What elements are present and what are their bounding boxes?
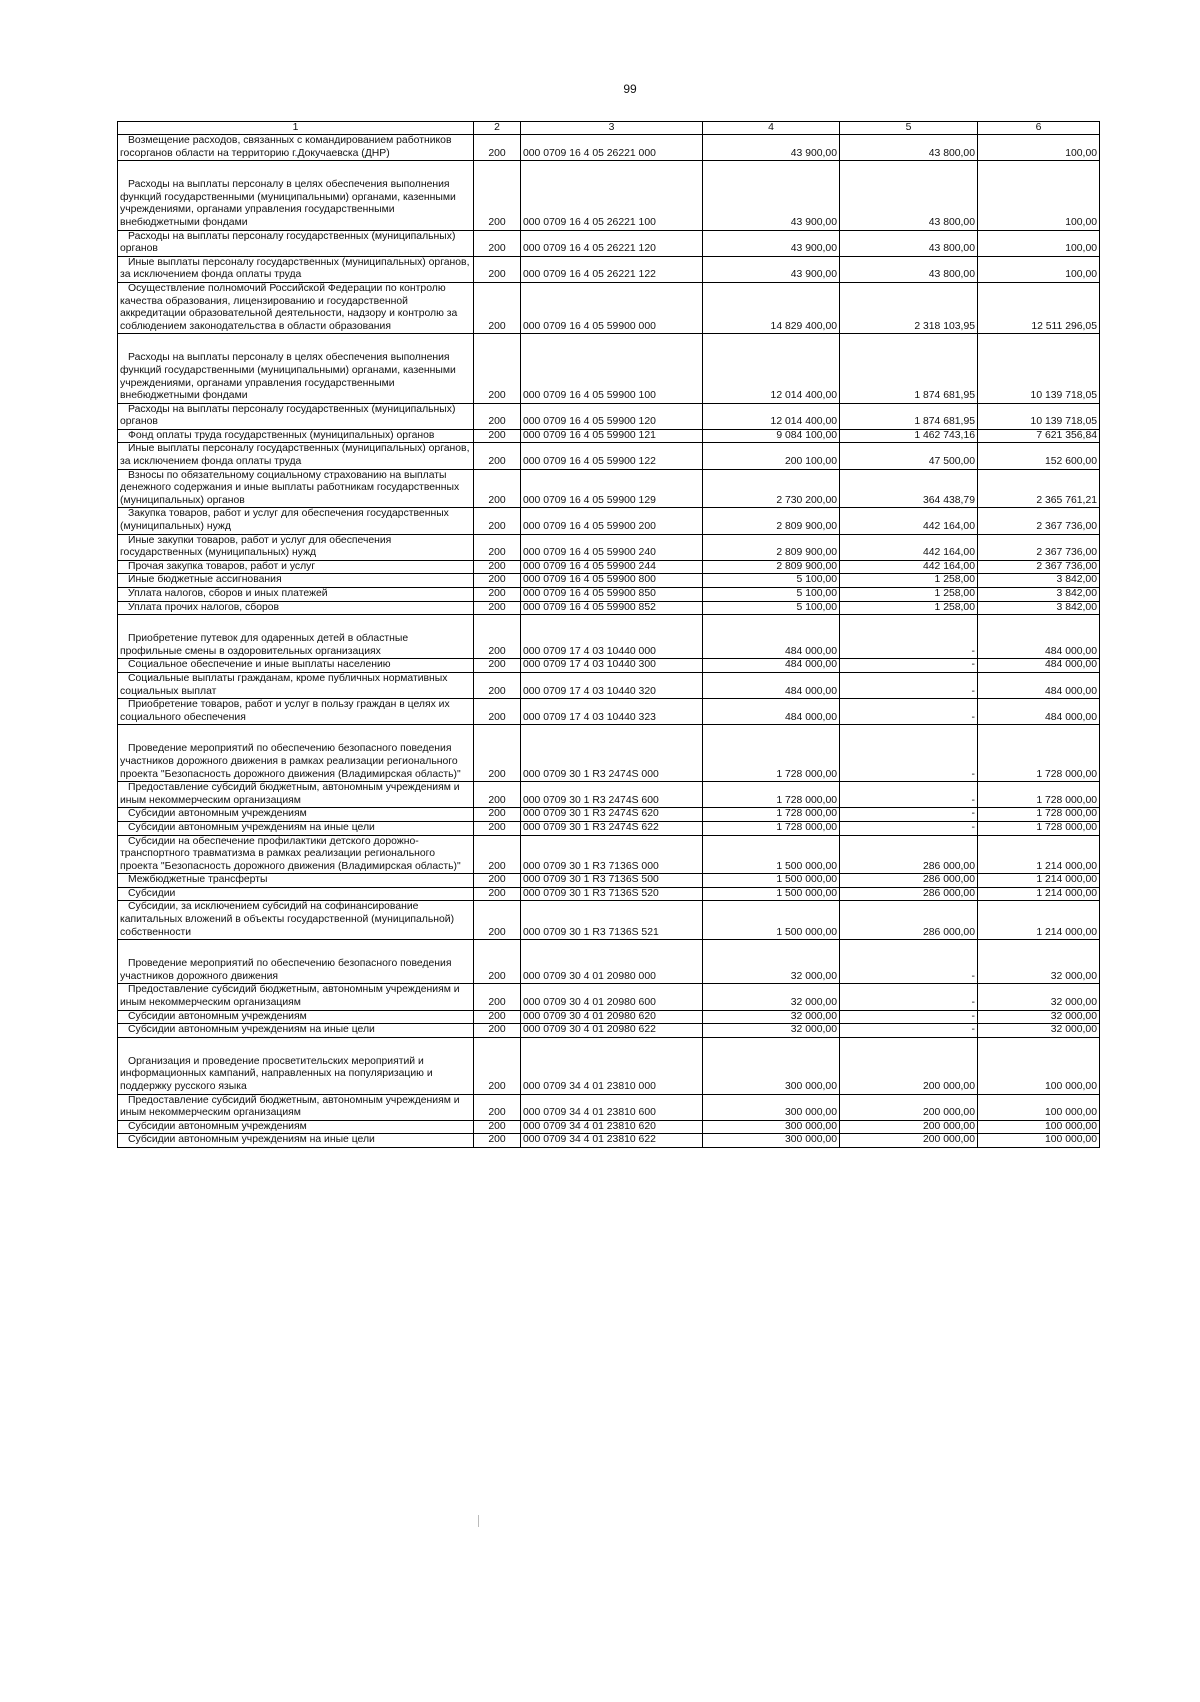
row-plan-cell: 43 900,00 — [703, 135, 840, 161]
row-glava-cell: 200 — [474, 1010, 521, 1024]
row-name-text: Иные выплаты персоналу государственных (муниципальных) органов, за исключением фонда оплаты труда — [120, 256, 470, 281]
row-code-cell: 000 0709 16 4 05 59900 240 — [521, 534, 703, 560]
table-row — [118, 601, 1100, 615]
table-row — [118, 469, 1100, 508]
row-remainder-cell: 484 000,00 — [978, 672, 1100, 698]
row-plan-cell: 1 728 000,00 — [703, 808, 840, 822]
row-executed-cell: 442 164,00 — [840, 560, 978, 574]
row-plan-cell: 9 084 100,00 — [703, 429, 840, 443]
row-executed-cell: 1 258,00 — [840, 588, 978, 602]
row-code-cell: 000 0709 17 4 03 10440 320 — [521, 672, 703, 698]
row-name-cell — [118, 984, 474, 1010]
row-plan-cell: 300 000,00 — [703, 1037, 840, 1094]
table-row — [118, 1024, 1100, 1038]
row-name-cell — [118, 1134, 474, 1148]
row-name-cell — [118, 1010, 474, 1024]
row-name-text: Приобретение путевок для одаренных детей в областные профильные смены в оздоровительных организациях — [120, 633, 409, 657]
row-name-text: Субсидии автономным учреждениям на иные цели — [128, 1134, 375, 1146]
row-glava-cell: 200 — [474, 1120, 521, 1134]
row-executed-cell: - — [840, 940, 978, 984]
row-plan-cell: 32 000,00 — [703, 940, 840, 984]
row-name-cell — [118, 835, 474, 874]
row-code-cell: 000 0709 16 4 05 59900 244 — [521, 560, 703, 574]
row-remainder-cell: 100,00 — [978, 135, 1100, 161]
row-glava-cell: 200 — [474, 1024, 521, 1038]
row-plan-cell: 5 100,00 — [703, 574, 840, 588]
row-executed-cell: 364 438,79 — [840, 469, 978, 508]
table-row — [118, 782, 1100, 808]
row-code-cell: 000 0709 16 4 05 59900 200 — [521, 508, 703, 534]
row-code-cell: 000 0709 30 4 01 20980 620 — [521, 1010, 703, 1024]
row-code-cell: 000 0709 30 1 R3 7136S 521 — [521, 901, 703, 940]
row-code-cell: 000 0709 30 1 R3 2474S 600 — [521, 782, 703, 808]
row-glava-cell: 200 — [474, 725, 521, 782]
row-executed-cell: 2 318 103,95 — [840, 282, 978, 333]
row-remainder-cell: 7 621 356,84 — [978, 429, 1100, 443]
row-name-text: Иные выплаты персоналу государственных (муниципальных) органов, за исключением фонда оплаты труда — [120, 443, 470, 468]
row-executed-cell: - — [840, 1010, 978, 1024]
row-name-text: Субсидии — [128, 887, 176, 899]
row-remainder-cell: 1 728 000,00 — [978, 821, 1100, 835]
row-name-text: Иные закупки товаров, работ и услуг для обеспечения государственных (муниципальных) нужд — [120, 534, 392, 559]
row-glava-cell: 200 — [474, 835, 521, 874]
row-executed-cell: 47 500,00 — [840, 443, 978, 469]
table-row — [118, 588, 1100, 602]
row-code-cell: 000 0709 16 4 05 26221 000 — [521, 135, 703, 161]
row-remainder-cell: 2 367 736,00 — [978, 560, 1100, 574]
row-name-text: Предоставление субсидий бюджетным, автономным учреждениям и иным некоммерческим организациям — [120, 782, 460, 806]
row-executed-cell: 286 000,00 — [840, 874, 978, 888]
row-glava-cell: 200 — [474, 403, 521, 429]
row-code-cell: 000 0709 30 4 01 20980 600 — [521, 984, 703, 1010]
row-glava-cell: 200 — [474, 560, 521, 574]
row-glava-cell: 200 — [474, 1037, 521, 1094]
table-row — [118, 574, 1100, 588]
row-name-cell — [118, 403, 474, 429]
row-name-text: Прочая закупка товаров, работ и услуг — [128, 560, 316, 572]
row-plan-cell: 12 014 400,00 — [703, 403, 840, 429]
row-name-cell — [118, 782, 474, 808]
row-executed-cell: - — [840, 808, 978, 822]
row-glava-cell: 200 — [474, 821, 521, 835]
row-glava-cell: 200 — [474, 135, 521, 161]
row-code-cell: 000 0709 16 4 05 59900 800 — [521, 574, 703, 588]
row-name-cell — [118, 443, 474, 469]
header-col-3: 3 — [521, 122, 703, 135]
row-glava-cell: 200 — [474, 601, 521, 615]
row-executed-cell: 442 164,00 — [840, 534, 978, 560]
row-plan-cell: 32 000,00 — [703, 1010, 840, 1024]
row-remainder-cell: 484 000,00 — [978, 659, 1100, 673]
row-name-cell — [118, 672, 474, 698]
row-plan-cell: 5 100,00 — [703, 601, 840, 615]
row-executed-cell: 43 800,00 — [840, 230, 978, 256]
row-plan-cell: 1 728 000,00 — [703, 725, 840, 782]
row-name-cell — [118, 821, 474, 835]
table-row — [118, 282, 1100, 333]
table-row — [118, 429, 1100, 443]
row-glava-cell: 200 — [474, 887, 521, 901]
row-executed-cell: 200 000,00 — [840, 1120, 978, 1134]
table-row — [118, 808, 1100, 822]
row-glava-cell: 200 — [474, 469, 521, 508]
row-glava-cell: 200 — [474, 161, 521, 230]
row-plan-cell: 12 014 400,00 — [703, 334, 840, 403]
row-executed-cell: 200 000,00 — [840, 1094, 978, 1120]
row-remainder-cell: 1 728 000,00 — [978, 725, 1100, 782]
row-code-cell: 000 0709 16 4 05 59900 000 — [521, 282, 703, 333]
row-plan-cell: 1 500 000,00 — [703, 901, 840, 940]
row-plan-cell: 2 730 200,00 — [703, 469, 840, 508]
row-name-text: Организация и проведение просветительских мероприятий и информационных кампаний, направленных на популяризацию и поддержку русского языка — [120, 1055, 433, 1092]
row-executed-cell: 200 000,00 — [840, 1037, 978, 1094]
row-plan-cell: 1 500 000,00 — [703, 835, 840, 874]
row-plan-cell: 1 500 000,00 — [703, 874, 840, 888]
row-plan-cell: 2 809 900,00 — [703, 508, 840, 534]
row-code-cell: 000 0709 16 4 05 59900 122 — [521, 443, 703, 469]
row-plan-cell: 43 900,00 — [703, 230, 840, 256]
row-name-text: Предоставление субсидий бюджетным, автономным учреждениям и иным некоммерческим организациям — [120, 1094, 460, 1119]
row-name-text: Осуществление полномочий Российской Федерации по контролю качества образования, лицензированию и государственной аккредитации образовательной деятельности, надзору и контролю за соблюдением законодательства в области образования — [120, 282, 458, 332]
row-code-cell: 000 0709 17 4 03 10440 300 — [521, 659, 703, 673]
row-name-text: Уплата налогов, сборов и иных платежей — [128, 588, 328, 599]
row-glava-cell: 200 — [474, 782, 521, 808]
table-row — [118, 901, 1100, 940]
row-remainder-cell: 1 214 000,00 — [978, 887, 1100, 901]
row-remainder-cell: 100 000,00 — [978, 1037, 1100, 1094]
row-glava-cell: 200 — [474, 508, 521, 534]
row-name-text: Социальное обеспечение и иные выплаты населению — [128, 659, 391, 671]
table-row — [118, 821, 1100, 835]
budget-table — [117, 121, 1100, 1148]
row-code-cell: 000 0709 30 1 R3 7136S 520 — [521, 887, 703, 901]
table-row — [118, 699, 1100, 725]
row-name-cell — [118, 588, 474, 602]
row-name-text: Проведение мероприятий по обеспечению безопасного поведения участников дорожного движения — [120, 958, 452, 982]
row-plan-cell: 2 809 900,00 — [703, 560, 840, 574]
row-plan-cell: 43 900,00 — [703, 161, 840, 230]
row-name-cell — [118, 429, 474, 443]
table-row — [118, 1120, 1100, 1134]
row-plan-cell: 5 100,00 — [703, 588, 840, 602]
row-plan-cell: 43 900,00 — [703, 256, 840, 282]
row-remainder-cell: 100,00 — [978, 256, 1100, 282]
row-name-cell — [118, 574, 474, 588]
table-row — [118, 887, 1100, 901]
table-row — [118, 672, 1100, 698]
row-name-text: Расходы на выплаты персоналу в целях обеспечения выполнения функций государственными (муниципальными) органами, казенными учреждениями, органами управления государственными внебюджетными фондами — [120, 179, 456, 228]
header-col-1: 1 — [118, 122, 474, 135]
row-glava-cell: 200 — [474, 874, 521, 888]
row-name-cell — [118, 615, 474, 659]
row-remainder-cell: 100 000,00 — [978, 1120, 1100, 1134]
row-glava-cell: 200 — [474, 429, 521, 443]
row-name-text: Субсидии автономным учреждениям — [128, 1120, 307, 1132]
row-executed-cell: - — [840, 699, 978, 725]
header-row — [118, 122, 1100, 135]
row-name-cell — [118, 230, 474, 256]
table-row — [118, 835, 1100, 874]
row-name-text: Расходы на выплаты персоналу в целях обеспечения выполнения функций государственными (муниципальными) органами, казенными учреждениями, органами управления государственными внебюджетными фондами — [120, 352, 456, 402]
table-row — [118, 256, 1100, 282]
table-row — [118, 874, 1100, 888]
row-name-text: Субсидии автономным учреждениям на иные цели — [128, 821, 375, 833]
row-plan-cell: 200 100,00 — [703, 443, 840, 469]
row-plan-cell: 484 000,00 — [703, 672, 840, 698]
row-name-cell — [118, 334, 474, 403]
table-row — [118, 334, 1100, 403]
row-name-text: Субсидии автономным учреждениям на иные цели — [128, 1024, 375, 1036]
row-code-cell: 000 0709 30 4 01 20980 000 — [521, 940, 703, 984]
table-row — [118, 161, 1100, 230]
row-name-cell — [118, 1037, 474, 1094]
row-executed-cell: - — [840, 1024, 978, 1038]
row-plan-cell: 1 728 000,00 — [703, 821, 840, 835]
row-glava-cell: 200 — [474, 808, 521, 822]
row-plan-cell: 300 000,00 — [703, 1120, 840, 1134]
row-executed-cell: - — [840, 615, 978, 659]
row-code-cell: 000 0709 30 4 01 20980 622 — [521, 1024, 703, 1038]
row-name-text: Субсидии автономным учреждениям — [128, 1010, 307, 1022]
row-remainder-cell: 100,00 — [978, 161, 1100, 230]
row-glava-cell: 200 — [474, 659, 521, 673]
row-plan-cell: 32 000,00 — [703, 1024, 840, 1038]
table-row — [118, 1134, 1100, 1148]
row-name-text: Расходы на выплаты персоналу государственных (муниципальных) органов — [120, 403, 456, 428]
row-glava-cell: 200 — [474, 901, 521, 940]
row-name-text: Проведение мероприятий по обеспечению безопасного поведения участников дорожного движения в рамках реализации регионального проекта "Безопасность дорожного движения (Владимирская область)" — [120, 743, 461, 780]
row-remainder-cell: 152 600,00 — [978, 443, 1100, 469]
row-glava-cell: 200 — [474, 672, 521, 698]
row-remainder-cell: 2 365 761,21 — [978, 469, 1100, 508]
row-executed-cell: - — [840, 821, 978, 835]
row-executed-cell: 1 874 681,95 — [840, 334, 978, 403]
row-name-text: Приобретение товаров, работ и услуг в пользу граждан в целях их социального обеспечения — [120, 699, 450, 723]
table-row — [118, 135, 1100, 161]
row-code-cell: 000 0709 16 4 05 59900 121 — [521, 429, 703, 443]
row-executed-cell: 43 800,00 — [840, 161, 978, 230]
row-remainder-cell: 1 214 000,00 — [978, 874, 1100, 888]
row-executed-cell: 286 000,00 — [840, 887, 978, 901]
row-glava-cell: 200 — [474, 699, 521, 725]
row-remainder-cell: 32 000,00 — [978, 1024, 1100, 1038]
header-col-6: 6 — [978, 122, 1100, 135]
table-row — [118, 725, 1100, 782]
row-code-cell: 000 0709 16 4 05 59900 120 — [521, 403, 703, 429]
row-name-cell — [118, 1094, 474, 1120]
page-number: 99 — [623, 82, 637, 96]
row-plan-cell: 300 000,00 — [703, 1094, 840, 1120]
row-plan-cell: 1 728 000,00 — [703, 782, 840, 808]
row-executed-cell: 43 800,00 — [840, 256, 978, 282]
table-row — [118, 443, 1100, 469]
row-executed-cell: 1 258,00 — [840, 601, 978, 615]
row-remainder-cell: 2 367 736,00 — [978, 508, 1100, 534]
row-name-text: Взносы по обязательному социальному страхованию на выплаты денежного содержания и иные выплаты работникам государственных (муниципальных) органов — [120, 469, 460, 506]
table-row — [118, 984, 1100, 1010]
row-name-cell — [118, 256, 474, 282]
row-code-cell: 000 0709 34 4 01 23810 622 — [521, 1134, 703, 1148]
row-glava-cell: 200 — [474, 334, 521, 403]
row-remainder-cell: 1 214 000,00 — [978, 901, 1100, 940]
row-name-text: Возмещение расходов, связанных с командированием работников госорганов области на территорию г.Докучаевска (ДНР) — [120, 135, 452, 159]
table-row — [118, 1037, 1100, 1094]
row-code-cell: 000 0709 16 4 05 59900 100 — [521, 334, 703, 403]
row-executed-cell: 200 000,00 — [840, 1134, 978, 1148]
row-code-cell: 000 0709 30 1 R3 7136S 000 — [521, 835, 703, 874]
row-remainder-cell: 1 728 000,00 — [978, 782, 1100, 808]
row-glava-cell: 200 — [474, 615, 521, 659]
row-code-cell: 000 0709 34 4 01 23810 620 — [521, 1120, 703, 1134]
row-name-text: Субсидии автономным учреждениям — [128, 808, 307, 820]
row-executed-cell: 1 462 743,16 — [840, 429, 978, 443]
row-glava-cell: 200 — [474, 282, 521, 333]
row-plan-cell: 2 809 900,00 — [703, 534, 840, 560]
header-col-4: 4 — [703, 122, 840, 135]
row-remainder-cell: 12 511 296,05 — [978, 282, 1100, 333]
row-name-cell — [118, 725, 474, 782]
row-name-cell — [118, 699, 474, 725]
row-code-cell: 000 0709 16 4 05 59900 850 — [521, 588, 703, 602]
row-glava-cell: 200 — [474, 588, 521, 602]
row-plan-cell: 484 000,00 — [703, 659, 840, 673]
row-name-cell — [118, 534, 474, 560]
row-remainder-cell: 32 000,00 — [978, 984, 1100, 1010]
row-name-text: Межбюджетные трансферты — [128, 874, 268, 886]
row-name-text: Фонд оплаты труда государственных (муниципальных) органов — [128, 429, 435, 441]
row-code-cell: 000 0709 16 4 05 26221 100 — [521, 161, 703, 230]
row-name-text: Субсидии, за исключением субсидий на софинансирование капитальных вложений в объекты государственной (муниципальной) собственности — [120, 901, 455, 938]
row-executed-cell: 43 800,00 — [840, 135, 978, 161]
row-glava-cell: 200 — [474, 230, 521, 256]
row-name-text: Закупка товаров, работ и услуг для обеспечения государственных (муниципальных) нужд — [120, 508, 449, 533]
row-remainder-cell: 484 000,00 — [978, 699, 1100, 725]
row-code-cell: 000 0709 30 1 R3 2474S 622 — [521, 821, 703, 835]
row-name-cell — [118, 508, 474, 534]
row-name-cell — [118, 874, 474, 888]
row-plan-cell: 14 829 400,00 — [703, 282, 840, 333]
row-code-cell: 000 0709 17 4 03 10440 000 — [521, 615, 703, 659]
row-name-cell — [118, 808, 474, 822]
row-glava-cell: 200 — [474, 1094, 521, 1120]
row-executed-cell: - — [840, 725, 978, 782]
table-row — [118, 230, 1100, 256]
row-plan-cell: 300 000,00 — [703, 1134, 840, 1148]
row-remainder-cell: 32 000,00 — [978, 940, 1100, 984]
row-code-cell: 000 0709 16 4 05 59900 129 — [521, 469, 703, 508]
row-name-cell — [118, 887, 474, 901]
row-name-cell — [118, 940, 474, 984]
row-glava-cell: 200 — [474, 443, 521, 469]
row-code-cell: 000 0709 30 1 R3 2474S 000 — [521, 725, 703, 782]
row-remainder-cell: 1 214 000,00 — [978, 835, 1100, 874]
row-name-cell — [118, 469, 474, 508]
row-remainder-cell: 3 842,00 — [978, 601, 1100, 615]
row-code-cell: 000 0709 34 4 01 23810 600 — [521, 1094, 703, 1120]
row-remainder-cell: 100 000,00 — [978, 1134, 1100, 1148]
row-remainder-cell: 100 000,00 — [978, 1094, 1100, 1120]
row-code-cell: 000 0709 17 4 03 10440 323 — [521, 699, 703, 725]
row-glava-cell: 200 — [474, 574, 521, 588]
row-executed-cell: 442 164,00 — [840, 508, 978, 534]
row-glava-cell: 200 — [474, 534, 521, 560]
row-glava-cell: 200 — [474, 984, 521, 1010]
row-remainder-cell: 10 139 718,05 — [978, 334, 1100, 403]
row-remainder-cell: 484 000,00 — [978, 615, 1100, 659]
row-glava-cell: 200 — [474, 940, 521, 984]
table-row — [118, 940, 1100, 984]
row-executed-cell: - — [840, 984, 978, 1010]
row-executed-cell: 1 258,00 — [840, 574, 978, 588]
row-remainder-cell: 1 728 000,00 — [978, 808, 1100, 822]
row-code-cell: 000 0709 30 1 R3 7136S 500 — [521, 874, 703, 888]
row-executed-cell: 286 000,00 — [840, 901, 978, 940]
row-remainder-cell: 100,00 — [978, 230, 1100, 256]
row-code-cell: 000 0709 30 1 R3 2474S 620 — [521, 808, 703, 822]
row-remainder-cell: 3 842,00 — [978, 574, 1100, 588]
table-body — [118, 135, 1100, 1148]
row-executed-cell: 286 000,00 — [840, 835, 978, 874]
row-executed-cell: - — [840, 782, 978, 808]
row-name-text: Предоставление субсидий бюджетным, автономным учреждениям и иным некоммерческим организациям — [120, 984, 460, 1009]
row-name-text: Субсидии на обеспечение профилактики детского дорожно-транспортного травматизма в рамках реализации регионального проекта "Безопасность дорожного движения (Владимирская область)" — [120, 835, 461, 872]
row-remainder-cell: 3 842,00 — [978, 588, 1100, 602]
row-remainder-cell: 32 000,00 — [978, 1010, 1100, 1024]
row-name-text: Расходы на выплаты персоналу государственных (муниципальных) органов — [120, 230, 456, 255]
table-row — [118, 659, 1100, 673]
row-plan-cell: 1 500 000,00 — [703, 887, 840, 901]
row-name-cell — [118, 135, 474, 161]
row-glava-cell: 200 — [474, 1134, 521, 1148]
row-remainder-cell: 2 367 736,00 — [978, 534, 1100, 560]
table-row — [118, 1094, 1100, 1120]
table-row — [118, 403, 1100, 429]
header-col-2: 2 — [474, 122, 521, 135]
row-name-text: Уплата прочих налогов, сборов — [128, 601, 280, 613]
row-remainder-cell: 10 139 718,05 — [978, 403, 1100, 429]
row-name-cell — [118, 1120, 474, 1134]
row-executed-cell: 1 874 681,95 — [840, 403, 978, 429]
row-name-cell — [118, 560, 474, 574]
row-code-cell: 000 0709 16 4 05 26221 120 — [521, 230, 703, 256]
row-name-cell — [118, 282, 474, 333]
row-name-cell — [118, 1024, 474, 1038]
row-name-text: Иные бюджетные ассигнования — [128, 574, 282, 586]
row-name-cell — [118, 161, 474, 230]
row-code-cell: 000 0709 16 4 05 59900 852 — [521, 601, 703, 615]
table-row — [118, 534, 1100, 560]
row-name-cell — [118, 601, 474, 615]
row-code-cell: 000 0709 34 4 01 23810 000 — [521, 1037, 703, 1094]
header-col-5: 5 — [840, 122, 978, 135]
table-row — [118, 615, 1100, 659]
row-code-cell: 000 0709 16 4 05 26221 122 — [521, 256, 703, 282]
row-glava-cell: 200 — [474, 256, 521, 282]
scan-mark — [478, 1515, 479, 1527]
row-plan-cell: 32 000,00 — [703, 984, 840, 1010]
row-executed-cell: - — [840, 672, 978, 698]
row-plan-cell: 484 000,00 — [703, 615, 840, 659]
table-row — [118, 508, 1100, 534]
row-name-text: Социальные выплаты гражданам, кроме публичных нормативных социальных выплат — [120, 672, 448, 697]
table-row — [118, 560, 1100, 574]
table-row — [118, 1010, 1100, 1024]
row-name-cell — [118, 901, 474, 940]
row-plan-cell: 484 000,00 — [703, 699, 840, 725]
row-name-cell — [118, 659, 474, 673]
row-executed-cell: - — [840, 659, 978, 673]
